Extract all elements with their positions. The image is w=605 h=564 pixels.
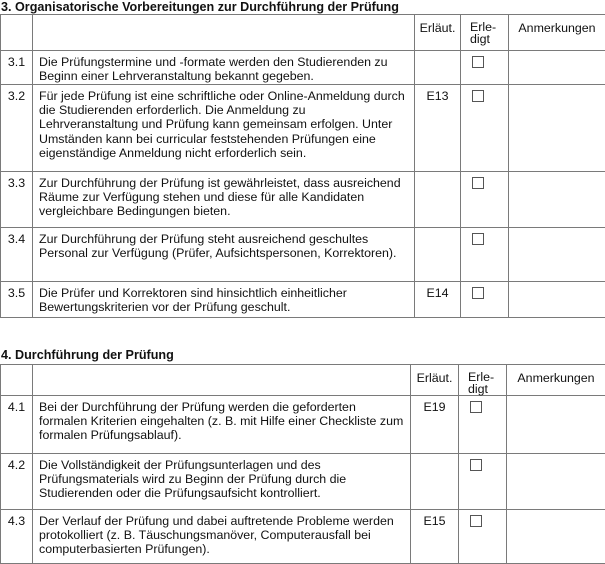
table-row	[1, 510, 605, 564]
row-erlaeut: E14	[415, 282, 461, 318]
section-4-title: 4. Durchführung der Prüfung	[1, 348, 174, 362]
table-row	[1, 228, 605, 282]
checklist-table-section-4	[0, 364, 605, 564]
table-row	[1, 282, 605, 318]
row-anmerkungen[interactable]	[509, 228, 605, 282]
header-text	[33, 15, 415, 51]
header-erledigt	[459, 365, 507, 396]
row-number: 3.4	[1, 228, 33, 282]
row-text: Die Vollständigkeit der Prüfungsunterlagen und des Prüfungsmaterials wird zu Beginn der Prüfung durch die Studierenden oder die Prüfungsaufsicht kontrolliert.	[33, 454, 411, 510]
row-number: 4.2	[1, 454, 33, 510]
row-number: 3.3	[1, 172, 33, 228]
header-erledigt-line2: digt	[470, 32, 490, 46]
checklist-table-section-3	[0, 14, 605, 318]
header-erledigt-line2: digt	[468, 382, 488, 396]
row-text: Die Prüfungstermine und -formate werden den Studierenden zu Beginn einer Lehrveranstaltung bekannt gegeben.	[33, 51, 415, 85]
header-erledigt-line1: Erle-	[470, 20, 496, 34]
row-anmerkungen[interactable]	[509, 172, 605, 228]
erledigt-checkbox[interactable]	[470, 459, 482, 471]
row-text: Die Prüfer und Korrektoren sind hinsichtlich einheitlicher Bewertungskriterien vor der Prüfung geschult.	[33, 282, 415, 318]
header-anmerkungen: Anmerkungen	[507, 365, 605, 396]
header-erlaeut: Erläut.	[415, 15, 461, 51]
row-erlaeut	[415, 228, 461, 282]
header-erledigt	[461, 15, 509, 51]
header-text	[33, 365, 411, 396]
erledigt-checkbox[interactable]	[472, 233, 484, 245]
erledigt-checkbox[interactable]	[472, 56, 484, 68]
row-erlaeut	[415, 51, 461, 85]
table-row	[1, 172, 605, 228]
row-text: Für jede Prüfung ist eine schriftliche oder Online-Anmeldung durch die Studierenden erforderlich. Die Anmeldung zu Lehrveranstaltung und Prüfung kann gemeinsam erfolgen. Unter Umständen kann bei curricular feststehenden Prüfungen eine eigenständige Anmeldung nicht erforderlich sein.	[33, 85, 415, 172]
row-erledigt-cell	[461, 85, 509, 172]
row-erledigt-cell	[459, 510, 507, 564]
erledigt-checkbox[interactable]	[470, 401, 482, 413]
row-number: 3.1	[1, 51, 33, 85]
row-erledigt-cell	[461, 282, 509, 318]
row-text: Bei der Durchführung der Prüfung werden die geforderten formalen Kriterien eingehalten (z. B. mit Hilfe einer Checkliste zum formalen Prüfungsablauf).	[33, 396, 411, 454]
row-erledigt-cell	[461, 172, 509, 228]
table-header-row	[1, 365, 605, 396]
row-erlaeut: E15	[411, 510, 459, 564]
row-erlaeut	[411, 454, 459, 510]
erledigt-checkbox[interactable]	[472, 177, 484, 189]
row-erlaeut	[415, 172, 461, 228]
row-anmerkungen[interactable]	[507, 396, 605, 454]
table-row	[1, 51, 605, 85]
row-anmerkungen[interactable]	[509, 85, 605, 172]
row-number: 4.3	[1, 510, 33, 564]
row-number: 3.2	[1, 85, 33, 172]
row-text: Zur Durchführung der Prüfung ist gewährleistet, dass ausreichend Räume zur Verfügung stehen und diese für alle Kandidaten vergleichbare Bedingungen bieten.	[33, 172, 415, 228]
table-header-row	[1, 15, 605, 51]
header-erledigt-line1: Erle-	[468, 370, 494, 384]
row-anmerkungen[interactable]	[507, 510, 605, 564]
row-anmerkungen[interactable]	[509, 282, 605, 318]
row-erledigt-cell	[461, 228, 509, 282]
erledigt-checkbox[interactable]	[470, 515, 482, 527]
row-erlaeut: E19	[411, 396, 459, 454]
table-row	[1, 396, 605, 454]
row-number: 4.1	[1, 396, 33, 454]
row-number: 3.5	[1, 282, 33, 318]
header-num	[1, 15, 33, 51]
erledigt-checkbox[interactable]	[472, 90, 484, 102]
erledigt-checkbox[interactable]	[472, 287, 484, 299]
row-erledigt-cell	[459, 454, 507, 510]
header-anmerkungen: Anmerkungen	[509, 15, 605, 51]
row-anmerkungen[interactable]	[509, 51, 605, 85]
row-erledigt-cell	[459, 396, 507, 454]
row-anmerkungen[interactable]	[507, 454, 605, 510]
section-3-title: 3. Organisatorische Vorbereitungen zur Durchführung der Prüfung	[1, 0, 399, 14]
row-erledigt-cell	[461, 51, 509, 85]
row-text: Zur Durchführung der Prüfung steht ausreichend geschultes Personal zur Verfügung (Prüfer, Aufsichtspersonen, Korrektoren).	[33, 228, 415, 282]
row-text: Der Verlauf der Prüfung und dabei auftretende Probleme werden protokolliert (z. B. Täuschungsmanöver, Computerausfall bei computerbasierten Prüfungen).	[33, 510, 411, 564]
header-num	[1, 365, 33, 396]
row-erlaeut: E13	[415, 85, 461, 172]
header-erlaeut: Erläut.	[411, 365, 459, 396]
table-row	[1, 85, 605, 172]
table-row	[1, 454, 605, 510]
